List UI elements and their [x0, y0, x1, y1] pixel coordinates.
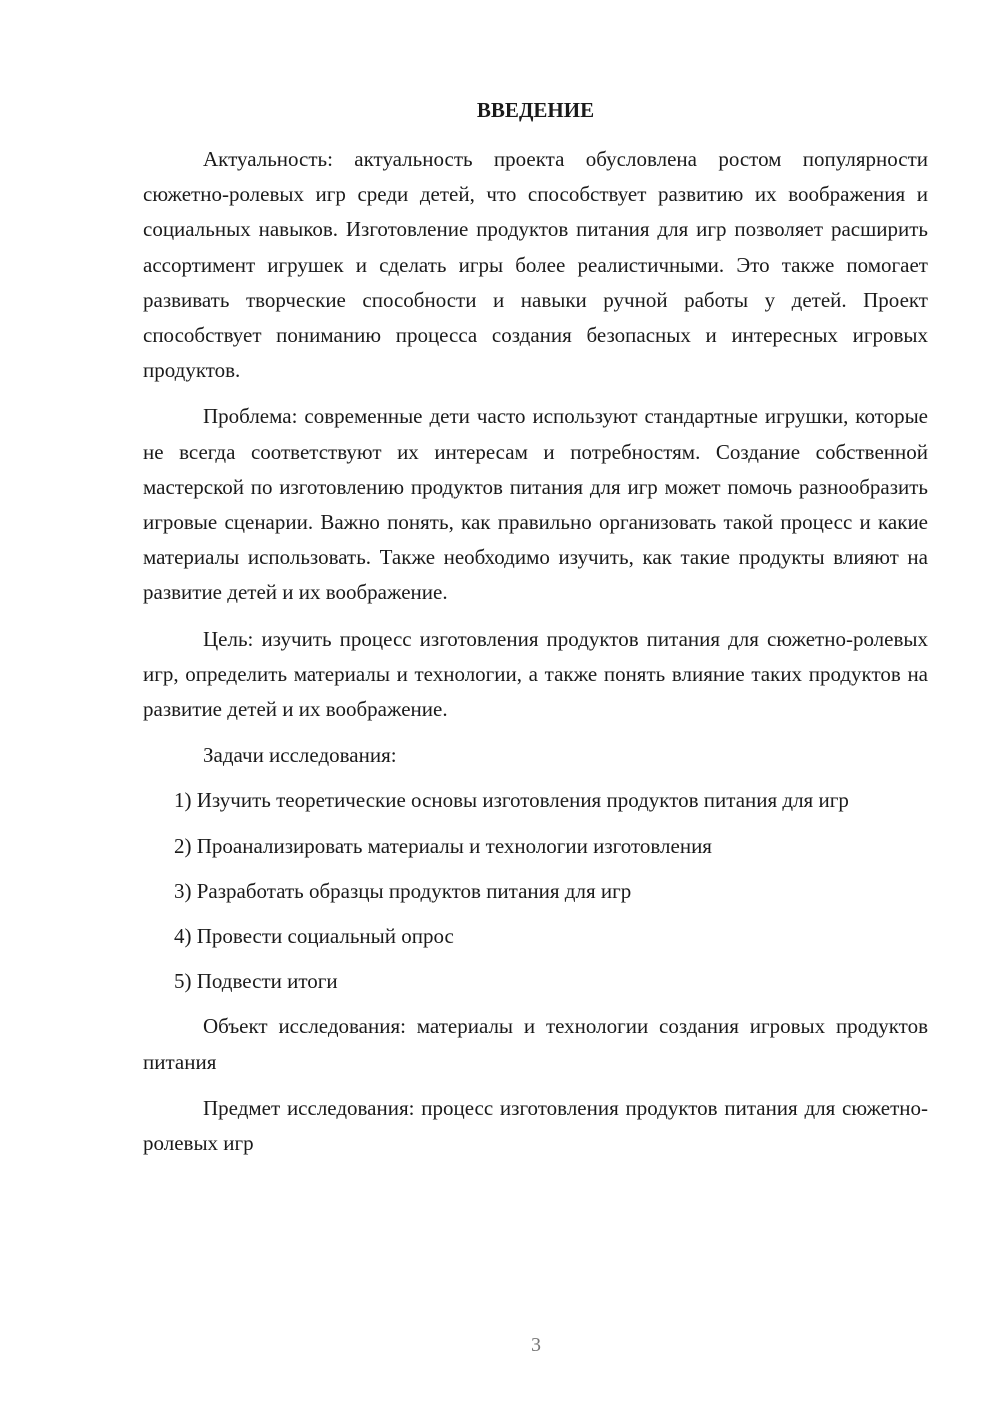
document-page	[143, 93, 928, 1172]
list-item: 1) Изучить теоретические основы изготовления продуктов питания для игр	[174, 788, 849, 813]
goal-paragraph: Цель: изучить процесс изготовления продуктов питания для сюжетно-ролевых игр, определить материалы и технологии, а также понять влияние таких продуктов на развитие детей и их воображение.	[143, 626, 928, 722]
object-paragraph: Объект исследования: материалы и технологии создания игровых продуктов питания	[143, 1014, 928, 1074]
subject-paragraph: Предмет исследования: процесс изготовления продуктов питания для сюжетно-ролевых игр	[143, 1095, 928, 1156]
relevance-paragraph: Актуальность: актуальность проекта обусловлена ростом популярности сюжетно-ролевых игр среди детей, что способствует развитию их воображения и социальных навыков. Изготовление продуктов питания для игр позволяет расширить ассортимент игрушек и сделать игры более реалистичными. Это также помогает развивать творческие способности и навыки ручной работы у детей. Проект способствует пониманию процесса создания безопасных и интересных игровых продуктов.	[143, 147, 928, 383]
problem-paragraph: Проблема: современные дети часто используют стандартные игрушки, которые не всегда соответствуют их интересам и потребностям. Создание собственной мастерской по изготовлению продуктов питания для игр может помочь разнообразить игровые сценарии. Важно понять, как правильно организовать такой процесс и какие материалы использовать. Также необходимо изучить, как такие продукты влияют на развитие детей и их воображение.	[143, 404, 928, 605]
page-number: 3	[531, 1334, 541, 1356]
list-item: 3) Разработать образцы продуктов питания для игр	[174, 878, 632, 903]
page-title: ВВЕДЕНИЕ	[476, 98, 595, 122]
list-item: 2) Проанализировать материалы и технологии изготовления	[174, 833, 712, 858]
tasks-heading: Задачи исследования:	[203, 743, 397, 768]
list-item: 4) Провести социальный опрос	[174, 924, 454, 949]
tasks-list	[143, 783, 928, 999]
list-item: 5) Подвести итоги	[174, 969, 338, 994]
